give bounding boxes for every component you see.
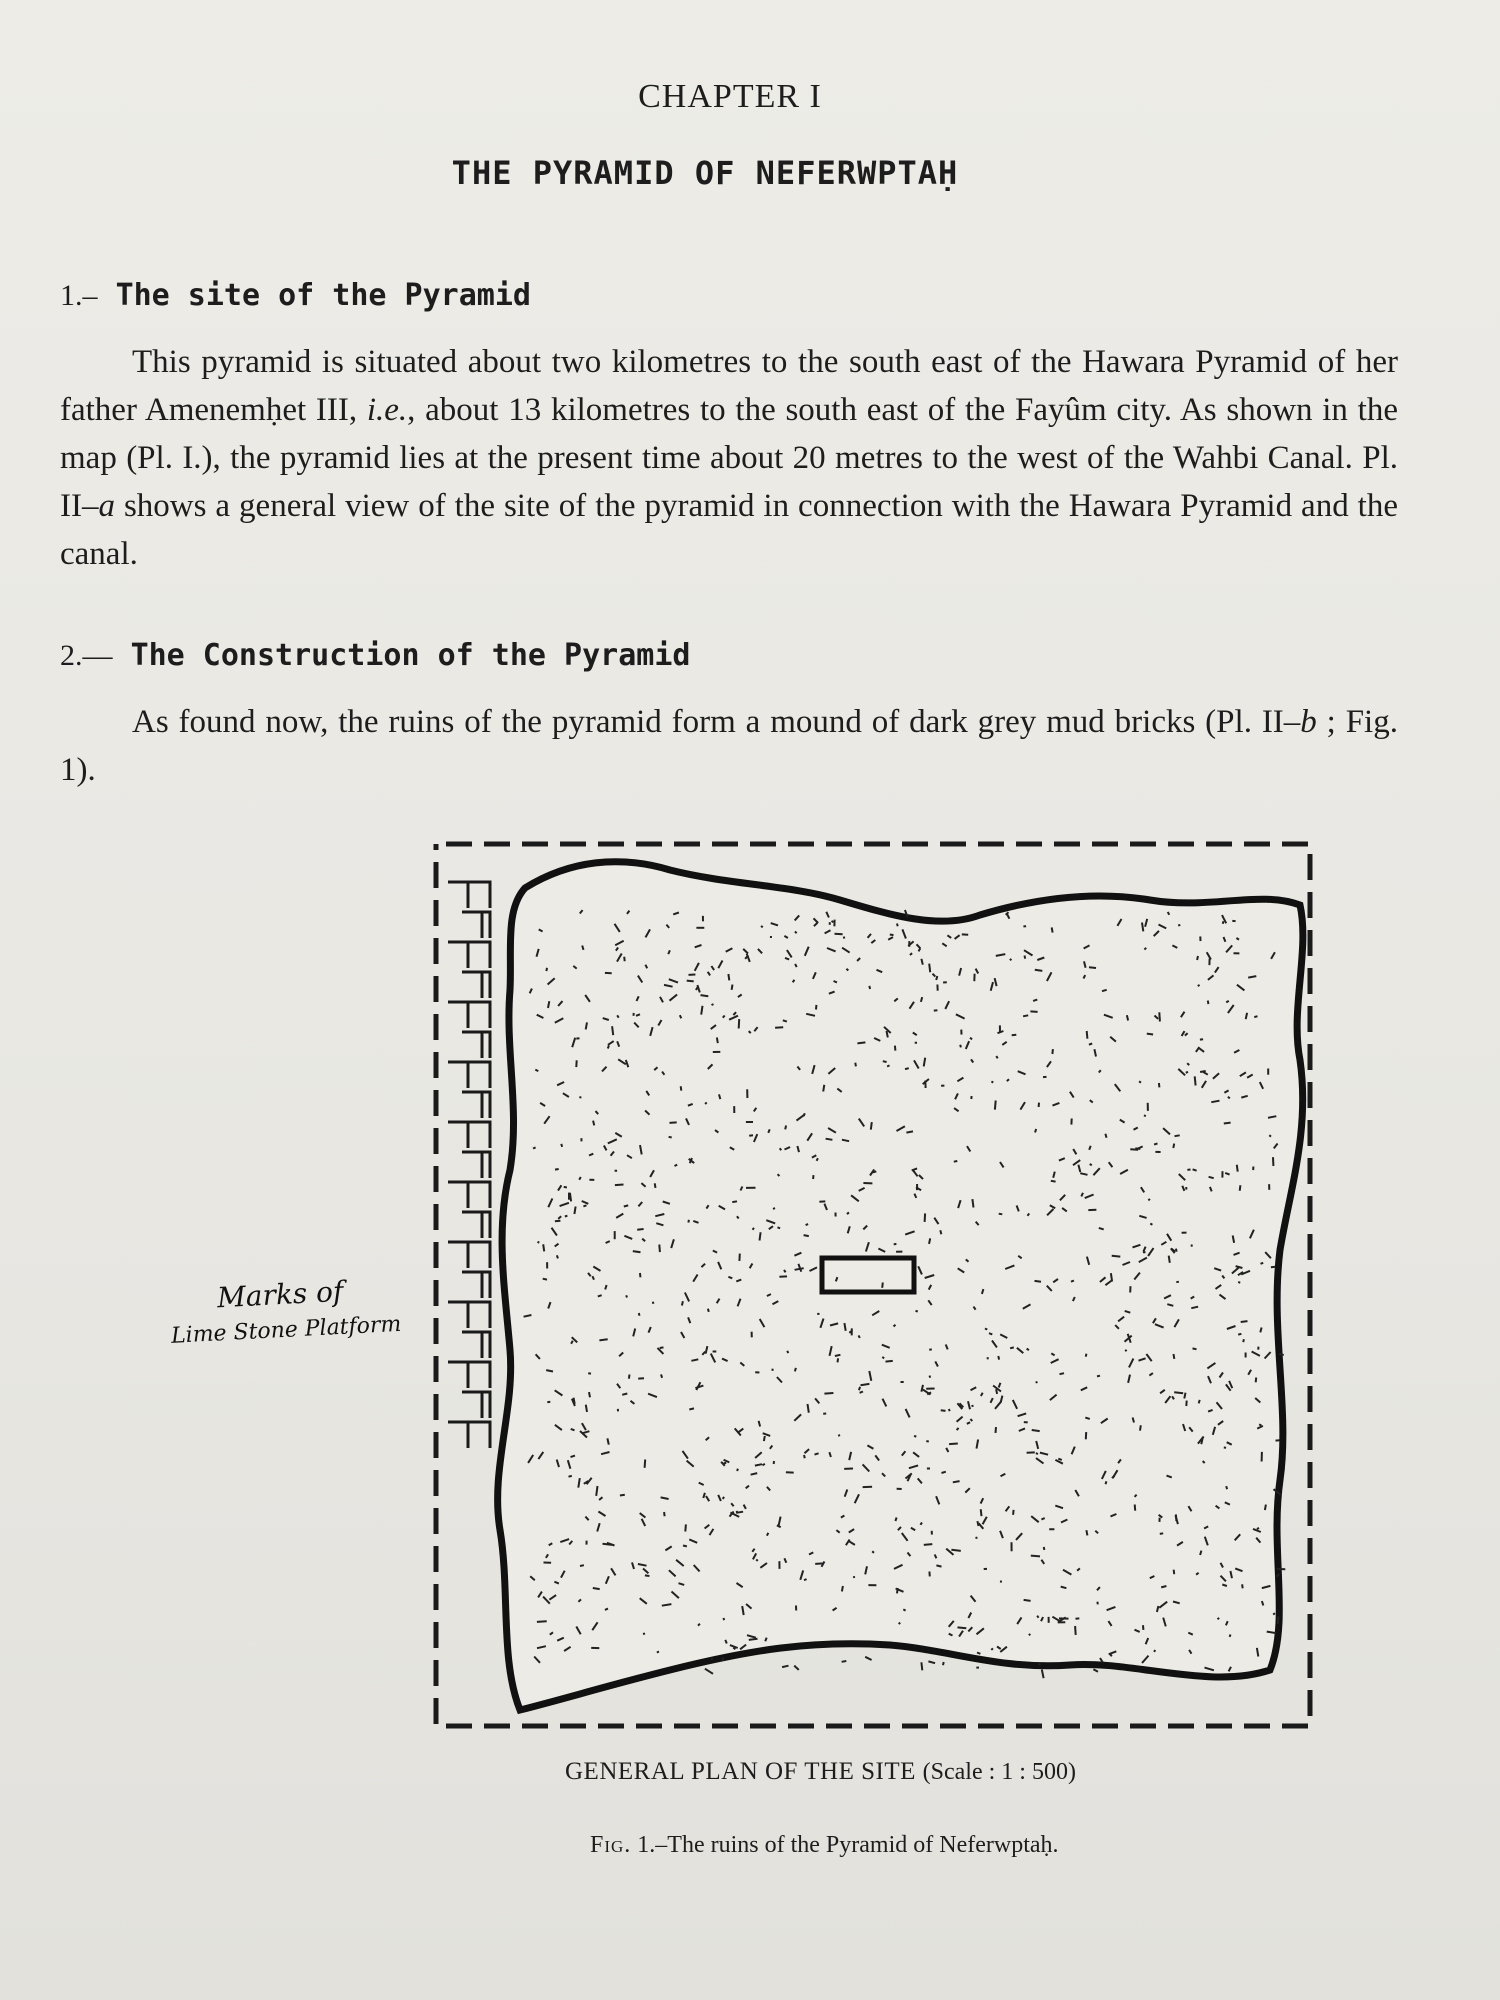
plan-caption — [565, 1758, 1076, 1786]
annotation-line-2: Lime Stone Platform — [170, 1311, 402, 1349]
section-1-heading — [60, 278, 531, 313]
section-2-heading — [60, 638, 690, 673]
section-2-title: The Construction of the Pyramid — [130, 638, 691, 673]
section-1-paragraph — [60, 338, 1398, 578]
para-2-text-b: ; Fig. 1). — [60, 704, 1398, 788]
section-1-title: The site of the Pyramid — [115, 278, 531, 313]
para-2-text-a: As found now, the ruins of the pyramid form a mound of dark grey mud bricks (Pl. II– — [132, 704, 1301, 740]
section-2-paragraph — [60, 698, 1398, 794]
para-1-text-c: shows a general view of the site of the pyramid in connection with the Hawara Pyramid and the canal. — [60, 488, 1398, 572]
para-1-ie: i.e. — [366, 392, 408, 428]
figure-caption — [590, 1832, 1059, 1859]
plan-caption-text: GENERAL PLAN OF THE SITE — [565, 1758, 916, 1785]
mound-outline — [498, 862, 1303, 1710]
limestone-platform-marks — [448, 882, 490, 1448]
para-1-plate-suffix: a — [98, 488, 115, 524]
plan-scale: (Scale : 1 : 500) — [922, 1759, 1076, 1785]
section-1-number: 1.– — [60, 279, 98, 312]
chapter-title: THE PYRAMID OF NEFERWPTAḤ — [451, 154, 959, 192]
figure-caption-text: 1.–The ruins of the Pyramid of Neferwptaḥ. — [631, 1832, 1059, 1858]
chapter-label: CHAPTER I — [638, 78, 822, 115]
annotation-line-1: Marks of — [216, 1274, 345, 1315]
para-2-plate-suffix: b — [1300, 704, 1317, 740]
section-2-number: 2.— — [60, 639, 113, 672]
para-1-text-b: , about 13 kilometres to the south east of the Fayûm city. As shown in the map (Pl. I.), the pyramid lies at the present time about 20 metres to the west of the Wahbi Canal. Pl. II– — [60, 392, 1398, 524]
para-1-text-a: This pyramid is situated about two kilometres to the south east of the Hawara Pyramid of her father Amenemḥet III, — [60, 344, 1398, 428]
figure-caption-prefix: Fig. — [590, 1832, 632, 1858]
